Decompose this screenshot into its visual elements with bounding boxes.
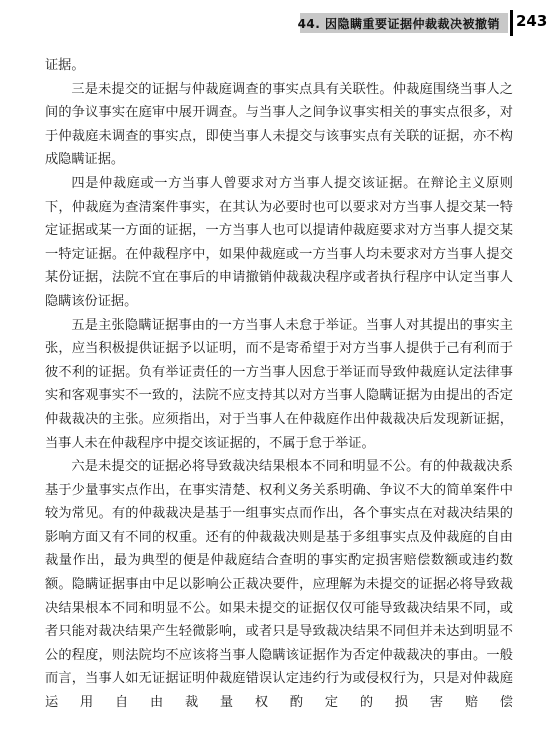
- page-number: 243: [516, 12, 548, 30]
- body-text: [45, 54, 513, 715]
- paragraph-point-four: 四是仲裁庭或一方当事人曾要求对方当事人提交该证据。在辩论主义原则下，仲裁庭为查清案件事实，在其认为必要时也可以要求对方当事人提交某一特定证据或某一方面的证据，一方当事人也可以提请仲裁庭要求对方当事人提交某一特定证据。在仲裁程序中，如果仲裁庭或一方当事人均未要求对方当事人提交某份证据，法院不宜在事后的申请撤销仲裁裁决程序或者执行程序中认定当事人隐瞒该份证据。: [45, 175, 513, 309]
- chapter-title: 44. 因隐瞒重要证据仲裁裁决被撤销: [297, 16, 500, 31]
- header-band: [297, 13, 508, 33]
- header-divider: [510, 10, 513, 36]
- paragraph-point-three: 三是未提交的证据与仲裁庭调查的事实点具有关联性。仲裁庭围绕当事人之间的争议事实在庭审中展开调查。与当事人之间争议事实相关的事实点很多，对于仲裁庭未调查的事实点，即使当事人未提交与该事实点有关联的证据，亦不构成隐瞒证据。: [45, 81, 513, 168]
- paragraph-point-six: 六是未提交的证据必将导致裁决结果根本不同和明显不公。有的仲裁裁决系基于少量事实点作出，在事实清楚、权利义务关系明确、争议不大的简单案件中较为常见。有的仲裁裁决是基于一组事实点而作出，各个事实点在对裁决结果的影响方面又有不同的权重。还有的仲裁裁决则是基于多组事实点及仲裁庭的自由裁量作出，最为典型的便是仲裁庭结合查明的事实酌定损害赔偿数额或违约数额。隐瞒证据事由中足以影响公正裁决要件，应理解为未提交的证据必将导致裁决结果根本不同和明显不公。如果未提交的证据仅仅可能导致裁决结果不同，或者只能对裁决结果产生轻微影响，或者只是导致裁决结果不同但并未达到明显不公的程度，则法院均不应该将当事人隐瞒该证据作为否定仲裁裁决的事由。一般而言，当事人如无证据证明仲裁庭错误认定违约行为或侵权行为，只是对仲裁庭运用自由裁量权酌定的损害赔偿: [45, 459, 513, 711]
- paragraph-continuation: 证据。: [45, 58, 85, 73]
- paragraph-point-five: 五是主张隐瞒证据事由的一方当事人未怠于举证。当事人对其提出的事实主张，应当积极提供证据予以证明，而不是寄希望于对方当事人提供于己有利而于彼不利的证据。负有举证责任的一方当事人因怠于举证而导致仲裁庭认定法律事实和客观事实不一致的，法院不应支持其以对方当事人隐瞒证据为由提出的否定仲裁裁决的主张。应须指出，对于当事人在仲裁庭作出仲裁裁决后发现新证据，当事人未在仲裁程序中提交该证据的，不属于怠于举证。: [45, 317, 513, 451]
- running-header: [0, 10, 558, 36]
